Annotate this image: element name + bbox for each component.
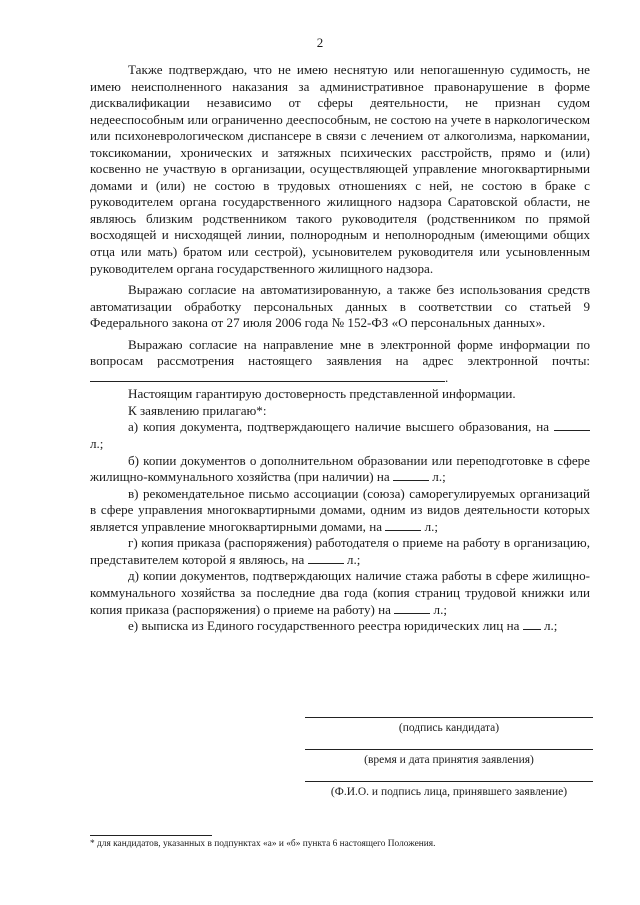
paragraph-guarantee: Настоящим гарантирую достоверность представленной информации. (128, 386, 516, 402)
attachment-e-sheets-blank[interactable] (523, 618, 541, 630)
signature-block-receiver (305, 781, 593, 798)
attachment-v-text: в) рекомендательное письмо ассоциации (союза) саморегулируемых организаций в сфере управления многоквартирными домами, одним из видов деятельности которых является управление многоквартирными домами, на (90, 485, 590, 534)
paragraph-attachments-intro: К заявлению прилагаю*: (128, 402, 267, 418)
attachment-a-unit: л.; (90, 436, 104, 452)
attachment-v-unit: л.; (424, 518, 439, 534)
attachment-item-a (90, 419, 590, 452)
datetime-caption: (время и дата принятия заявления) (364, 754, 534, 766)
attachment-g-sheets-blank[interactable] (308, 552, 344, 564)
attachment-item-v (90, 486, 590, 536)
attachment-g-text: г) копия приказа (распоряжения) работодателя о приеме на работу в организацию, представителем которой я являюсь, на (90, 535, 590, 567)
attachment-a-sheets-blank[interactable] (554, 419, 590, 431)
candidate-signature-caption: (подпись кандидата) (398, 722, 500, 734)
signature-block-datetime (305, 749, 593, 766)
footnote-text: для кандидатов, указанных в подпунктах «а» и «б» пункта 6 настоящего Положения. (97, 839, 436, 849)
attachment-item-d (90, 568, 590, 618)
attachment-b-sheets-blank[interactable] (393, 469, 429, 481)
signature-block-candidate (305, 717, 593, 734)
paragraph-declaration: Также подтверждаю, что не имею неснятую или непогашенную судимость, не имею неисполненного наказания за административное правонарушение в форме дисквалификации независимо от сферы деятельности, не признан судом недееспособным или ограниченно дееспособным, не состою на учете в наркологическом или психоневрологическом диспансере в связи с лечением от алкоголизма, наркомании, токсикомании, хронических и затяжных психических расстройств, прямо и (или) косвенно не участвую в организации, осуществляющей управление многоквартирными домами и (или) не состою в трудовых отношениях с ней, не состою в браке с руководителем органа государственного жилищного надзора Саратовской области, не являюсь близким родственником такого руководителя (родственником по прямой восходящей и нисходящей линии, полнородным и неполнородным (имеющими общих отца или мать) братом или сестрой), усыновителем руководителя или усыновленным руководителем органа государственного жилищного надзора. (90, 62, 590, 276)
attachment-d-sheets-blank[interactable] (394, 602, 430, 614)
paragraph-email-consent (90, 337, 590, 387)
attachment-g-unit: л.; (346, 551, 361, 567)
attachment-a-text: а) копия документа, подтверждающего наличие высшего образования, на (128, 419, 550, 435)
attachment-b-unit: л.; (432, 469, 446, 485)
footnote-divider (90, 835, 212, 836)
footnote (90, 839, 590, 849)
attachment-e-text: е) выписка из Единого государственного реестра юридических лиц на (128, 618, 520, 634)
attachment-e-unit: л.; (543, 618, 558, 634)
attachment-item-e (90, 618, 590, 635)
attachment-item-g (90, 535, 590, 568)
email-address-blank[interactable] (90, 370, 445, 382)
attachment-b-text: б) копии документов о дополнительном образовании или переподготовке в сфере жилищно-коммунального хозяйства (при наличии) на (90, 452, 590, 485)
receiver-signature-caption: (Ф.И.О. и подпись лица, принявшего заявление) (330, 786, 568, 798)
email-period: . (445, 369, 449, 385)
attachment-d-unit: л.; (433, 601, 447, 617)
attachment-v-sheets-blank[interactable] (385, 519, 421, 531)
statement-body (90, 62, 590, 635)
attachment-item-b (90, 453, 590, 486)
email-consent-text: Выражаю согласие на направление мне в электронной форме информации по вопросам рассмотрения настоящего заявления на адрес электронной почты: (90, 336, 590, 369)
attachment-d-text: д) копии документов, подтверждающих наличие стажа работы в сфере жилищно-коммунального хозяйства за последние два года (копия страниц трудовой книжки или копия приказа (распоряжения) о приеме на работу) на (90, 568, 590, 617)
paragraph-personal-data-consent: Выражаю согласие на автоматизированную, а также без использования средств автоматизации обработку персональных данных в соответствии со статьей 9 Федерального закона от 27 июля 2006 года № 152-ФЗ «О персональных данных». (90, 282, 590, 331)
footnote-mark: * (90, 839, 95, 849)
page-number: 2 (316, 35, 324, 50)
